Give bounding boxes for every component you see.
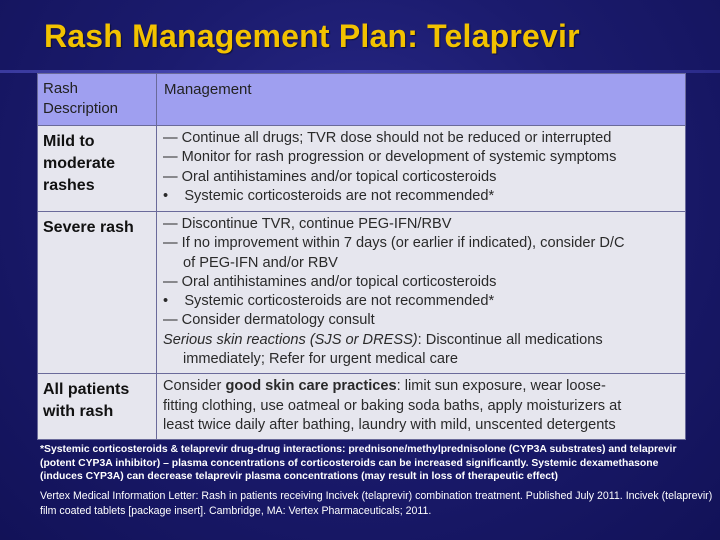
rash-management-table <box>37 73 686 440</box>
header-management: Management <box>157 74 686 126</box>
consider-text: Consider <box>163 378 226 395</box>
reference-citation: Vertex Medical Information Letter: Rash in patients receiving Incivek (telaprevir) combination treatment. Published July 2011. Incivek (telaprevir) film coated tablets [package insert]. Cambridge, MA: Vertex Pharmaceuticals; 2011. <box>40 490 713 517</box>
management-line: — Monitor for rash progression or development of systemic symptoms <box>163 149 617 166</box>
management-line: least twice daily after bathing, laundry with mild, unscented detergents <box>163 416 616 433</box>
table-row <box>38 212 686 374</box>
management-line: • Systemic corticosteroids are not recommended* <box>163 293 495 310</box>
management-line: — Oral antihistamines and/or topical corticosteroids <box>163 168 497 185</box>
management-line: — Continue all drugs; TVR dose should not be reduced or interrupted <box>163 130 612 146</box>
row-content-severe <box>157 212 686 374</box>
row-label-severe: Severe rash <box>38 212 157 374</box>
management-line: — If no improvement within 7 days (or earlier if indicated), consider D/C <box>163 235 625 252</box>
row-label-mild: Mild to moderate rashes <box>38 126 157 212</box>
skin-care-text: : limit sun exposure, wear loose- <box>396 378 606 395</box>
serious-reactions-line <box>163 331 681 350</box>
drug-interaction-footnote: *Systemic corticosteroids & telaprevir drug-drug interactions: prednisone/methylprednisolone (CYP3A substrates) and telaprevir (potent CYP3A inhibitor) – plasma concentrations of corticosteroids can be increased significantly. Systemic dexamethasone (induces CYP3A) can decrease telaprevir plasma concentrations (may result in loss of therapeutic effect) <box>40 444 677 482</box>
management-line: — Discontinue TVR, continue PEG-IFN/RBV <box>163 216 452 232</box>
serious-reactions-continuation: immediately; Refer for urgent medical care <box>183 351 458 368</box>
slide-title: Rash Management Plan: Telaprevir <box>44 18 580 54</box>
management-line: of PEG-IFN and/or RBV <box>183 254 338 271</box>
management-line: — Consider dermatology consult <box>163 312 375 329</box>
management-line: • Systemic corticosteroids are not recommended* <box>163 187 495 204</box>
management-line: fitting clothing, use oatmeal or baking soda baths, apply moisturizers at <box>163 397 622 414</box>
management-line <box>163 377 681 396</box>
good-skin-care-term: good skin care practices <box>225 378 397 395</box>
table-row <box>38 374 686 440</box>
serious-reactions-action: : Discontinue all medications <box>417 331 603 348</box>
table-header-row <box>38 74 686 126</box>
table-row <box>38 126 686 212</box>
header-rash-description: Rash Description <box>38 74 157 126</box>
management-line: — Oral antihistamines and/or topical corticosteroids <box>163 273 497 290</box>
row-content-mild <box>157 126 686 212</box>
row-content-all-patients <box>157 374 686 440</box>
row-label-all-patients: All patients with rash <box>38 374 157 440</box>
serious-reactions-term: Serious skin reactions (SJS or DRESS) <box>163 331 418 348</box>
